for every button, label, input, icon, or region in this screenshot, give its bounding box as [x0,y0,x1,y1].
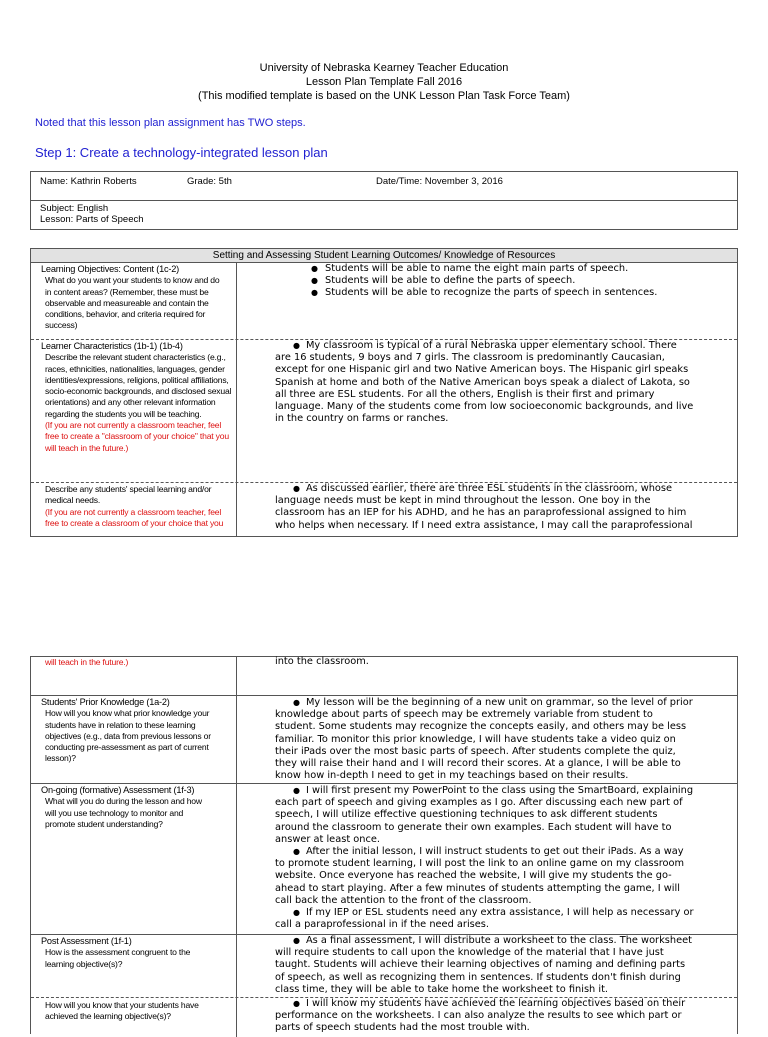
learner-desc-1: Describe the relevant student characteristics (e.g., [45,352,226,363]
achieved-line-2: performance on the worksheets. I can also analyze the results to see which part or [275,1010,682,1022]
bullet-icon: ● [293,484,300,493]
bullet-icon: ● [293,698,300,707]
outcomes-table-continued [30,656,738,1034]
ongoing-label [31,784,237,934]
learner-desc-6: regarding the students you will be teaching. [45,408,202,419]
special-note-1: (If you are not currently a classroom teacher, feel [45,506,222,517]
ongoing-p3-line-1: If my IEP or ESL students need any extra assistance, I will help as necessary or [305,907,694,919]
post-line-2: will require students to call upon the knowledge of the material that I have just [275,947,664,959]
ongoing-p1-line-1: I will first present my PowerPoint to the class using the SmartBoard, explaining [305,785,694,796]
special-label [31,483,237,537]
post-head: Post Assessment (1f-1) [41,936,132,946]
learner-note-1: (If you are not currently a classroom teacher, feel [45,420,222,431]
learner-line-4: Spanish at home and both of the Native American boys speak a dialect of Lakota, so [275,376,690,388]
ongoing-p3-line-2: call a paraprofessional in if the need arises. [275,919,490,931]
ongoing-p1-line-3: speech, I will utilize effective questioning techniques to ask different students [275,809,658,821]
row-ongoing-assessment [31,783,737,934]
objective-2: ● Students will be able to define the parts of speech. [311,275,729,287]
row-special-needs-continued [31,657,737,695]
info-box-top [30,171,738,201]
special-line-5: into the classroom. [275,656,369,667]
bullet-icon: ● [293,999,300,1008]
post-label [31,935,237,997]
objectives-head: Learning Objectives: Content (1c-2) [41,264,180,274]
learner-line-1: My classroom is typical of a rural Nebraska upper elementary school. There [305,340,677,351]
subject: Subject: English [40,203,109,214]
prior-line-7: know how in-depth I need to get in my teachings based on their results. [275,770,629,782]
prior-line-3: student. Some students may recognize the concepts easily, and others may be less [275,721,687,733]
learner-content [237,340,737,482]
objectives-content [237,263,737,339]
learner-desc-4: socio-economic backgrounds, and disclosed sexual [45,386,232,397]
learner-desc-2: races, ethnicities, nationalities, languages, gender [45,363,225,374]
learner-line-6: language. Many of the students come from low socioeconomic backgrounds, and live [275,401,694,413]
achieved-line-1: I will know my students have achieved the learning objectives based on their [305,998,686,1009]
ongoing-p2-line-3: website. Once everyone has reached the website, I will give my students the go- [275,870,672,882]
post-line-5: class time, they will be able to take home the worksheet to finish it. [275,983,609,995]
row-learning-objectives [31,263,737,339]
special-line-2: language needs must be kept in mind throughout the lesson. One boy in the [275,495,651,507]
teacher-name: Name: Kathrin Roberts [40,176,137,187]
bullet-icon: ● [293,936,300,945]
special-content [237,483,737,537]
achieved-desc-2: achieved the learning objective(s)? [45,1011,171,1022]
bullet-icon: ● [293,908,300,918]
prior-desc-1: How will you know what prior knowledge your [45,708,210,719]
ongoing-desc-3: promote student understanding? [45,818,163,829]
row-learner-characteristics [31,339,737,482]
bullet-icon: ● [293,786,300,795]
row-prior-knowledge [31,695,737,783]
prior-head: Students' Prior Knowledge (1a-2) [41,697,170,707]
row-objectives-achieved [31,997,737,1037]
ongoing-p2-line-2: to promote student learning, I will post the link to an online game on my classroom [275,858,685,870]
special-note-2: free to create a classroom of your choice that you [45,517,224,528]
objective-3: ● Students will be able to recognize the parts of speech in sentences. [311,287,729,299]
prior-label [31,696,237,783]
prior-line-1: My lesson will be the beginning of a new unit on grammar, so the level of prior [305,697,693,708]
objective-1: ● Students will be able to name the eight main parts of speech. [311,263,729,275]
learner-line-7: in the country on farms or ranches. [275,413,449,425]
prior-line-5: their iPads over the most basic parts of speech. After students complete the quiz, [275,745,676,757]
ongoing-p2-line-1: After the initial lesson, I will instruct students to get out their iPads. As a way [305,846,684,858]
prior-desc-3: objectives (e.g., data from previous lessons or [45,730,211,741]
post-desc-1: How is the assessment congruent to the [45,947,191,958]
learner-note-3: will teach in the future.) [45,442,129,453]
objectives-desc-2: in content areas? (Remember, these must be [45,286,209,297]
prior-desc-4: conducting pre-assessment as part of current [45,742,209,753]
objectives-desc-5: success) [45,320,78,331]
ongoing-p2-line-5: call back the attention to the front of the classroom. [275,894,532,906]
steps-note: Noted that this lesson plan assignment has TWO steps. [35,117,306,129]
special-note-3: will teach in the future.) [45,657,129,667]
learner-line-2: are 16 students, 9 boys and 7 girls. The classroom is predominantly Caucasian, [275,352,665,364]
learner-head: Learner Characteristics (1b-1) (1b-4) [41,341,183,351]
learner-desc-3: identities/expressions, religions, political affiliations, [45,374,229,385]
objectives-desc-3: observable and measureable and contain the [45,297,209,308]
achieved-line-3: parts of speech students had the most trouble with. [275,1022,530,1034]
table-title: Setting and Assessing Student Learning Outcomes/ Knowledge of Resources [31,249,737,263]
post-line-1: As a final assessment, I will distribute a worksheet to the class. The worksheet [305,935,692,946]
ongoing-p1-line-4: around the classroom to generate their own examples. Each student will have to [275,821,672,833]
prior-desc-2: students have in relation to these learning [45,719,196,730]
row-special-needs [31,482,737,537]
objectives-desc-4: conditions, behavior, and criteria required for [45,309,206,320]
special-line-4: who helps when necessary. If I need extra assistance, I may call the paraprofessional [275,519,693,531]
header-line-3: (This modified template is based on the UNK Lesson Plan Task Force Team) [198,90,570,102]
post-line-3: taught. Students will achieve their learning objectives of naming and defining parts [275,959,686,971]
learner-line-3: except for one Hispanic girl and two Native American boys. The Hispanic girl speaks [275,364,689,376]
learner-line-5: all three are ESL students. For all the others, English is their first and primary [275,388,655,400]
ongoing-p2-line-4: ahead to start playing. After a few minutes of students attempting the game, I will [275,882,680,894]
achieved-content [237,998,737,1037]
date-time: Date/Time: November 3, 2016 [376,176,503,187]
bullet-icon: ● [293,847,300,857]
achieved-desc-1: How will you know that your students have [45,1000,199,1010]
post-content [237,935,737,997]
special-desc-2: medical needs. [45,495,101,506]
ongoing-desc-1: What will you do during the lesson and how [45,796,202,807]
prior-line-2: knowledge about parts of speech may be extremely variable from student to [275,709,653,721]
special-line-3: classroom has an IEP for his ADHD, and he has an paraprofessional assigned to him [275,507,687,519]
achieved-label [31,998,237,1037]
learner-note-2: free to create a "classroom of your choice" that you [45,431,229,442]
bullet-icon: ● [293,341,300,350]
special-line-1: As discussed earlier, there are three ESL students in the classroom, whose [305,483,673,494]
step1-heading: Step 1: Create a technology-integrated lesson plan [35,145,328,160]
prior-desc-5: lesson)? [45,753,76,764]
grade: Grade: 5th [187,176,232,187]
info-box-bottom [30,200,738,230]
ongoing-p1-line-2: each part of speech and giving examples as I go. After discussing each new part of [275,797,683,809]
objectives-label [31,263,237,339]
learner-label [31,340,237,482]
ongoing-content [237,784,737,934]
ongoing-desc-2: will you use technology to monitor and [45,807,184,818]
ongoing-head: On-going (formative) Assessment (1f-3) [41,785,195,795]
header-line-1: University of Nebraska Kearney Teacher Education [259,62,509,74]
objectives-desc-1: What do you want your students to know and do [45,275,220,286]
special-desc-1: Describe any students' special learning and/or [45,484,212,494]
post-desc-2: learning objective(s)? [45,958,123,969]
prior-line-6: they will raise their hand and I will record their scores. At a glance, I will be able to [275,758,681,770]
lesson: Lesson: Parts of Speech [40,214,144,225]
outcomes-table [30,248,738,537]
row-post-assessment [31,934,737,997]
post-line-4: of speech, as well as recognizing them in sentences. If students don't finish during [275,971,681,983]
prior-line-4: familiar. To monitor this prior knowledge, I will have students take a video quiz on [275,733,676,745]
special-label-continued [31,657,237,695]
header-line-2: Lesson Plan Template Fall 2016 [305,76,463,88]
special-content-continued [237,657,737,695]
learner-desc-5: orientations) and any other relevant information [45,397,216,408]
ongoing-p1-line-5: answer at least once. [275,833,381,845]
prior-content [237,696,737,783]
